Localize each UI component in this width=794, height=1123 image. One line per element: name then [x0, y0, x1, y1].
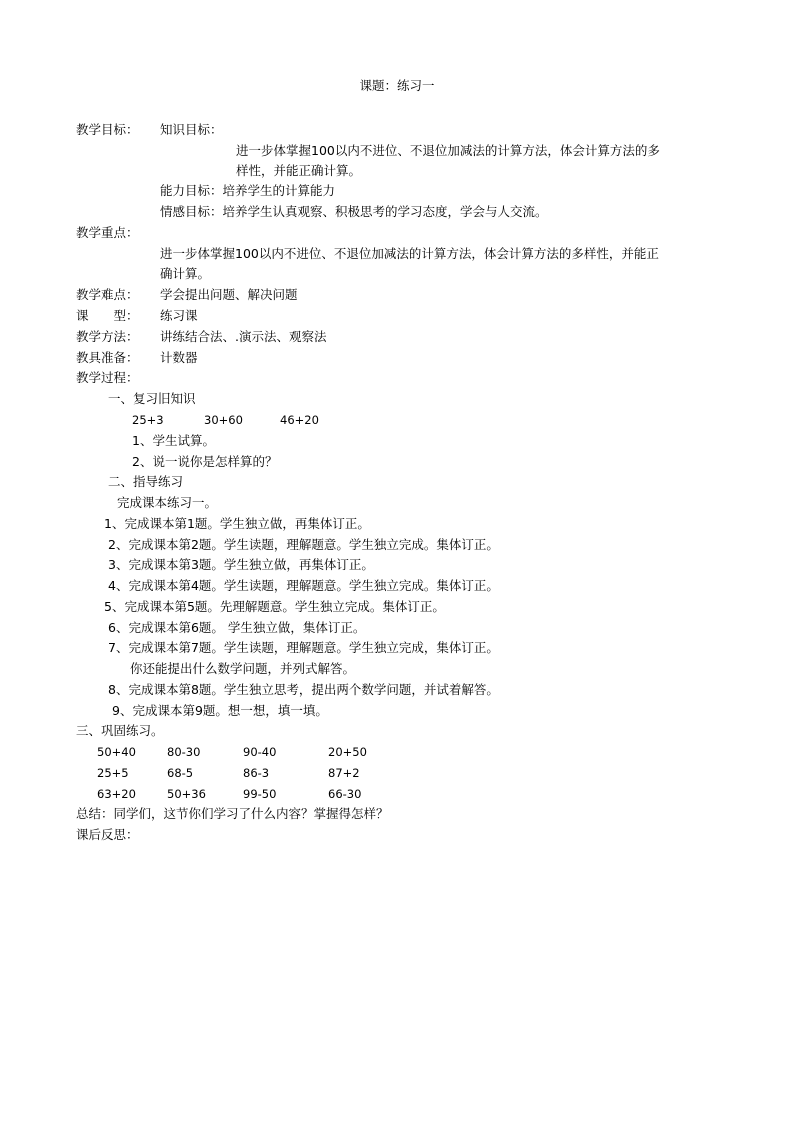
guided-item-1: 1、完成课本第1题。学生独立做，再集体订正。 [104, 516, 370, 531]
lesson-type-value: 练习课 [160, 308, 198, 323]
consolidate-exercise: 20+50 [328, 745, 367, 759]
consolidate-heading: 三、巩固练习。 [76, 723, 164, 738]
guided-intro: 完成课本练习一。 [117, 495, 218, 510]
difficulty-value: 学会提出问题、解决问题 [160, 287, 298, 302]
consolidate-exercise: 87+2 [328, 766, 360, 780]
guided-item-2: 2、完成课本第2题。学生读题，理解题意。学生独立完成。集体订正。 [108, 537, 499, 552]
summary: 总结：同学们，这节你们学习了什么内容？掌握得怎样？ [76, 806, 389, 821]
review-exercise-3: 46+20 [280, 413, 319, 427]
tools-value: 计数器 [160, 350, 198, 365]
ability-objective: 能力目标：培养学生的计算能力 [160, 183, 336, 198]
process-label: 教学过程： [76, 370, 139, 385]
objectives-label: 教学目标： [76, 122, 139, 137]
guided-item-7: 7、完成课本第7题。学生读题，理解题意。学生独立完成，集体订正。 [108, 640, 499, 655]
tools-label: 教具准备： [76, 350, 139, 365]
consolidate-exercise: 25+5 [97, 766, 129, 780]
consolidate-exercise: 80-30 [167, 745, 201, 759]
consolidate-exercise: 68-5 [167, 766, 194, 780]
consolidate-exercise: 86-3 [243, 766, 270, 780]
review-step-1: 1、学生试算。 [132, 433, 215, 448]
consolidate-exercise: 63+20 [97, 787, 136, 801]
guided-heading: 二、指导练习 [108, 474, 184, 489]
lesson-type-label: 课 型： [76, 308, 139, 323]
review-exercise-2: 30+60 [204, 413, 243, 427]
guided-item-5: 5、完成课本第5题。先理解题意。学生独立完成。集体订正。 [104, 599, 445, 614]
review-exercise-1: 25+3 [132, 413, 164, 427]
key-points-line-2: 确计算。 [160, 266, 211, 281]
guided-item-9: 9、完成课本第9题。想一想，填一填。 [112, 703, 328, 718]
consolidate-exercise: 50+36 [167, 787, 206, 801]
emotion-objective: 情感目标：培养学生认真观察、积极思考的学习态度，学会与人交流。 [160, 204, 548, 219]
reflection-label: 课后反思： [76, 827, 139, 842]
consolidate-exercise: 66-30 [328, 787, 362, 801]
knowledge-objective-line-2: 样性，并能正确计算。 [236, 163, 362, 178]
guided-item-8: 8、完成课本第8题。学生独立思考，提出两个数学问题，并试着解答。 [108, 682, 499, 697]
knowledge-objective-label: 知识目标： [160, 122, 223, 137]
guided-item-7-followup: 你还能提出什么数学问题，并列式解答。 [130, 661, 356, 676]
review-step-2: 2、说一说你是怎样算的？ [132, 454, 278, 469]
review-heading: 一、复习旧知识 [108, 391, 196, 406]
guided-item-6: 6、完成课本第6题。 学生独立做，集体订正。 [108, 620, 366, 635]
page-title: 课题：练习一 [359, 78, 435, 93]
method-label: 教学方法： [76, 329, 139, 344]
consolidate-exercise: 99-50 [243, 787, 277, 801]
guided-item-3: 3、完成课本第3题。学生独立做，再集体订正。 [108, 557, 374, 572]
consolidate-exercise: 90-40 [243, 745, 277, 759]
consolidate-exercise: 50+40 [97, 745, 136, 759]
method-value: 讲练结合法、.演示法、观察法 [160, 329, 327, 344]
knowledge-objective-line-1: 进一步体掌握100以内不进位、不退位加减法的计算方法，体会计算方法的多 [236, 143, 660, 158]
key-points-line-1: 进一步体掌握100以内不进位、不退位加减法的计算方法，体会计算方法的多样性，并能正 [160, 246, 659, 261]
guided-item-4: 4、完成课本第4题。学生读题，理解题意。学生独立完成。集体订正。 [108, 578, 499, 593]
difficulty-label: 教学难点： [76, 287, 139, 302]
key-points-label: 教学重点： [76, 225, 139, 240]
